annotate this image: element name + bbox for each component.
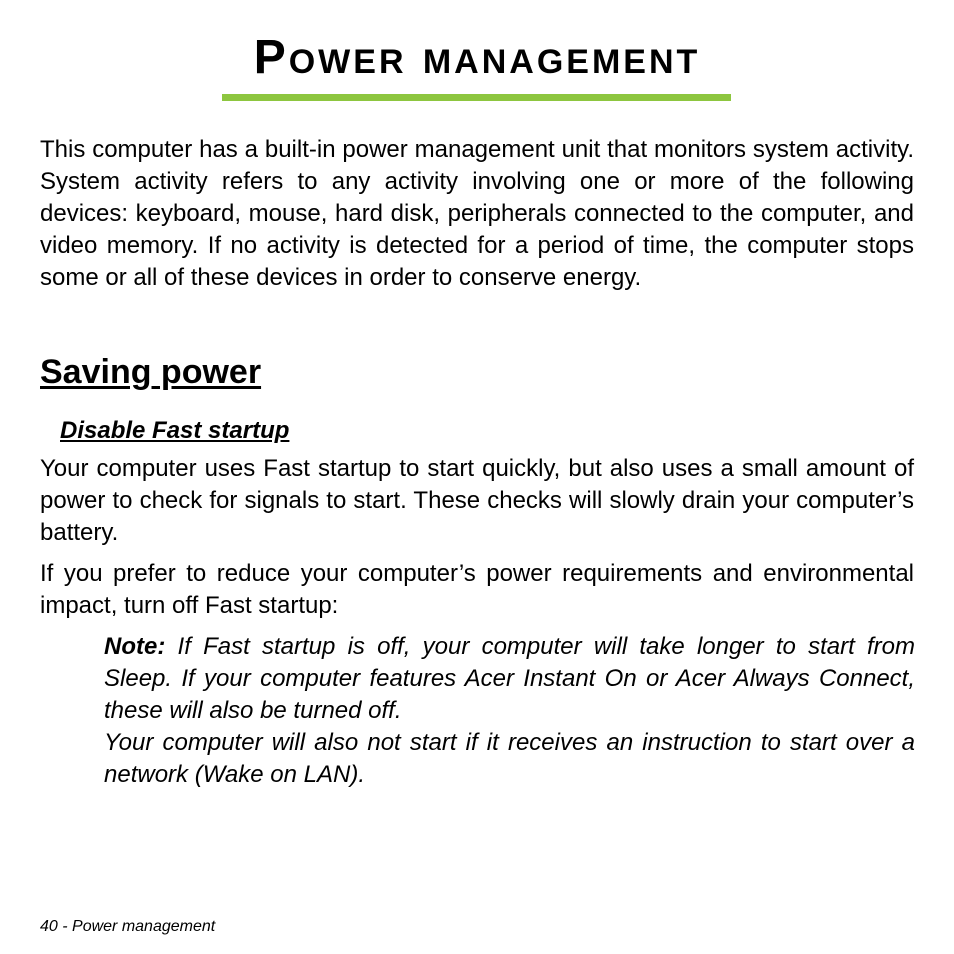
page-footer: 40 - Power management [40, 918, 216, 935]
note-label: Note: [104, 633, 166, 660]
note-extra: Your computer will also not start if it receives an instruction to start over a network (Wake on LAN). [104, 729, 915, 788]
reduce-power-paragraph: If you prefer to reduce your computer’s power requirements and environmental impact, turn off Fast startup: [40, 560, 914, 619]
note-text: If Fast startup is off, your computer will take longer to start from Sleep. If your computer features Acer Instant On or Acer Always Connect, these will also be turned off. [104, 633, 915, 724]
note-block [104, 631, 915, 727]
intro-paragraph: This computer has a built-in power management unit that monitors system activity. System activity refers to any activity involving one or more of the following devices: keyboard, mouse, hard disk, peripherals connected to the computer, and video memory. If no activity is detected for a period of time, the computer stops some or all of these devices in order to conserve energy. [40, 136, 914, 291]
sub-heading-disable-fast-startup: Disable Fast startup [60, 417, 290, 444]
fast-startup-paragraph: Your computer uses Fast startup to start quickly, but also uses a small amount of power to check for signals to start. These checks will slowly drain your computer’s battery. [40, 455, 914, 546]
title-underline-rule [222, 94, 731, 101]
page-title: Power management [253, 31, 701, 84]
section-heading-saving-power: Saving power [40, 353, 262, 391]
